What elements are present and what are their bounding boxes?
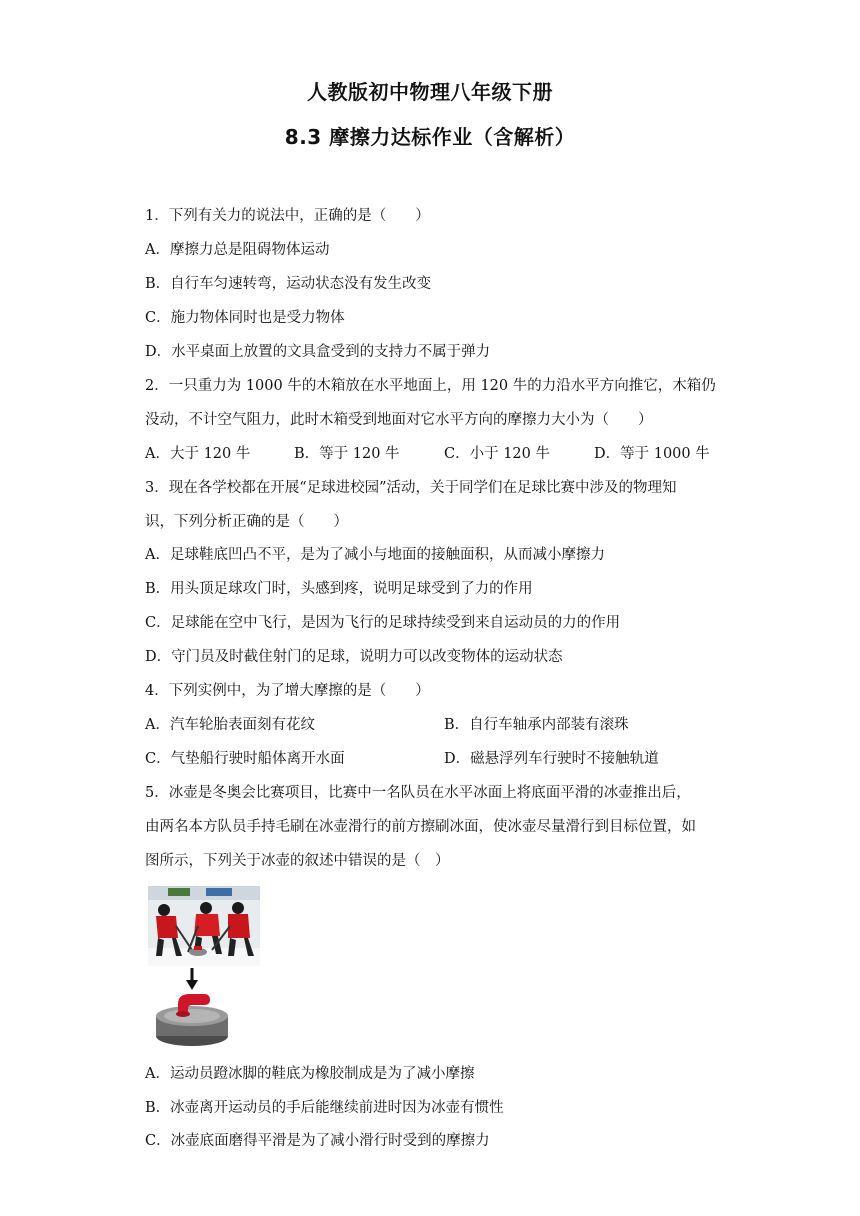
- q3-stem-line2: 识，下列分析正确的是（ ）: [145, 514, 348, 530]
- q5-option-a: A．运动员蹬冰脚的鞋底为橡胶制成是为了减小摩擦: [145, 1066, 475, 1082]
- q3-option-d: D．守门员及时截住射门的足球，说明力可以改变物体的运动状态: [145, 649, 563, 665]
- document-title: 人教版初中物理八年级下册: [307, 80, 553, 104]
- q3-option-b: B．用头顶足球攻门时，头感到疼，说明足球受到了力的作用: [145, 581, 533, 597]
- q4-option-d: D．磁悬浮列车行驶时不接触轨道: [444, 751, 659, 767]
- q4-option-b: B．自行车轴承内部装有滚珠: [444, 717, 629, 733]
- q1-option-d: D．水平桌面上放置的文具盒受到的支持力不属于弹力: [145, 344, 491, 360]
- q1-stem: 1．下列有关力的说法中，正确的是（ ）: [145, 208, 430, 224]
- curling-illustration: [148, 886, 260, 1050]
- q5-option-c: C．冰壶底面磨得平滑是为了减小滑行时受到的摩擦力: [145, 1133, 490, 1149]
- q1-option-c: C．施力物体同时也是受力物体: [145, 310, 345, 326]
- q5-option-b: B．冰壶离开运动员的手后能继续前进时因为冰壶有惯性: [145, 1100, 504, 1116]
- down-arrow-icon: [186, 968, 198, 990]
- q4-option-c: C．气垫船行驶时船体离开水面: [145, 751, 345, 767]
- q2-option-d: D．等于 1000 牛: [594, 446, 710, 462]
- document-subtitle: 8.3 摩擦力达标作业（含解析）: [284, 125, 576, 149]
- q1-option-a: A．摩擦力总是阻碍物体运动: [145, 242, 330, 258]
- curling-figure: [148, 886, 260, 1050]
- curling-stone-icon: [156, 994, 228, 1046]
- q4-option-a: A．汽车轮胎表面刻有花纹: [145, 717, 315, 733]
- q3-option-a: A．足球鞋底凹凸不平，是为了减小与地面的接触面积，从而减小摩擦力: [145, 547, 605, 563]
- q5-stem-line2: 由两名本方队员手持毛刷在冰壶滑行的前方擦刷冰面，使冰壶尽量滑行到目标位置，如: [145, 819, 696, 835]
- q5-stem-line3: 图所示，下列关于冰壶的叙述中错误的是（ ）: [145, 853, 450, 869]
- q2-option-b: B．等于 120 牛: [294, 446, 400, 462]
- q5-stem-line1: 5．冰壶是冬奥会比赛项目，比赛中一名队员在水平冰面上将底面平滑的冰壶推出后，: [145, 785, 691, 801]
- q2-option-c: C．小于 120 牛: [444, 446, 550, 462]
- q2-stem-line1: 2．一只重力为 1000 牛的木箱放在水平地面上，用 120 牛的力沿水平方向推它，木箱仍: [145, 378, 716, 394]
- q3-option-c: C．足球能在空中飞行，是因为飞行的足球持续受到来自运动员的力的作用: [145, 615, 621, 631]
- q3-stem-line1: 3．现在各学校都在开展“足球进校园”活动，关于同学们在足球比赛中涉及的物理知: [145, 480, 677, 496]
- q2-option-a: A．大于 120 牛: [145, 446, 251, 462]
- q1-option-b: B．自行车匀速转弯，运动状态没有发生改变: [145, 276, 432, 292]
- q2-stem-line2: 没动，不计空气阻力，此时木箱受到地面对它水平方向的摩擦力大小为（ ）: [145, 412, 653, 428]
- curling-sweepers-photo: [148, 886, 260, 966]
- q4-stem: 4．下列实例中，为了增大摩擦的是（ ）: [145, 683, 430, 699]
